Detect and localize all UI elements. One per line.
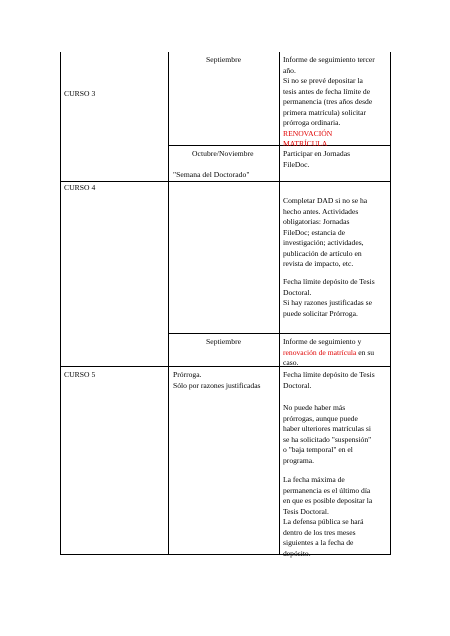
tasks-line: revista de impacto, etc. [283,259,354,268]
tasks-line: siguientes a la fecha de [283,538,354,547]
tasks-suffix: en su [356,347,375,357]
renovacion-matricula-link-text: renovación de matrícula [283,347,357,357]
table-border-left [60,52,61,555]
tasks-line: Participar en Jornadas [283,149,351,158]
tasks-line: prórroga ordinaria. [283,118,341,127]
tasks-text [283,196,367,270]
row-divider-curso4-sub [168,333,391,334]
period-note: "Semana del Doctorado" [173,170,250,179]
tasks-line: permanencia es el último día [283,485,371,495]
tasks-line: puede solicitar Prórroga. [283,308,358,318]
tasks-line: permanencia (tres años desde [283,97,373,106]
tasks-line: haber ulteriores matrículas si [283,424,371,433]
tasks-line: La fecha máxima de [283,475,345,484]
tasks-text [283,149,350,170]
tasks-text [283,403,371,466]
tasks-line: primera matrícula) solicitar [283,107,367,117]
tasks-line: Fecha límite depósito de Tesis [283,370,375,379]
tasks-line: investigación; actividades, [283,238,364,247]
tasks-line [283,348,374,359]
period-label: Septiembre [206,55,242,64]
tasks-text [283,55,375,150]
tasks-line: Doctoral. [283,287,312,297]
tasks-line: prórrogas, aunque puede [283,413,358,423]
tasks-text [283,277,375,319]
tasks-line: tesis antes de fecha límite de [283,86,371,96]
tasks-prefix: Informe de seguimiento y [283,337,362,346]
tasks-line: FileDoc; estancia de [283,227,345,237]
renovacion-matricula-label: MATRÍCULA [283,139,328,148]
tasks-line: en que es posible depositar la [283,496,373,505]
tasks-line: obligatorias: Jornadas [283,217,350,226]
table-divider-col2 [279,52,280,555]
tasks-line: Completar DAD si no se ha [283,196,368,205]
tasks-line: programa. [283,455,314,465]
course-label: CURSO 3 [64,89,96,98]
tasks-line: caso. [283,358,299,367]
tasks-line: FileDoc. [283,159,310,169]
tasks-line: depósito. [283,548,311,558]
period-label: Octubre/Noviembre [192,149,254,158]
tasks-line: o "baja temporal" en el [283,445,353,454]
period-line: Sólo por razones justificadas [173,380,261,390]
tasks-text [283,337,374,369]
tasks-line: Si hay razones justificadas se [283,298,372,307]
row-divider-curso3-4 [60,181,391,182]
tasks-line: La defensa pública se hará [283,517,364,526]
period-line: Prórroga. [173,370,202,379]
course-label: CURSO 5 [64,370,96,379]
tasks-text [283,475,372,559]
tasks-line: Doctoral. [283,380,312,390]
tasks-line [283,337,374,348]
tasks-line: Informe de seguimiento tercer [283,55,375,64]
tasks-line: Fecha límite depósito de Tesis [283,277,375,286]
tasks-line: dentro de los tres meses [283,527,356,537]
course-label: CURSO 4 [64,183,96,192]
period-text [173,370,261,391]
tasks-line: se ha solicitado "suspensión" [283,434,372,444]
tasks-text [283,370,375,391]
tasks-line: Si no se prevé depositar la [283,76,363,85]
tasks-line: año. [283,65,296,75]
table-border-right [390,52,391,555]
table-divider-col1 [168,52,169,555]
period-label: Septiembre [206,337,242,346]
tasks-line: publicación de artículo en [283,248,362,258]
renovacion-matricula-label: RENOVACIÓN [283,128,333,138]
tasks-line: hecho antes. Actividades [283,206,359,216]
tasks-line: Tesis Doctoral. [283,506,329,516]
tasks-line: No puede haber más [283,403,346,412]
